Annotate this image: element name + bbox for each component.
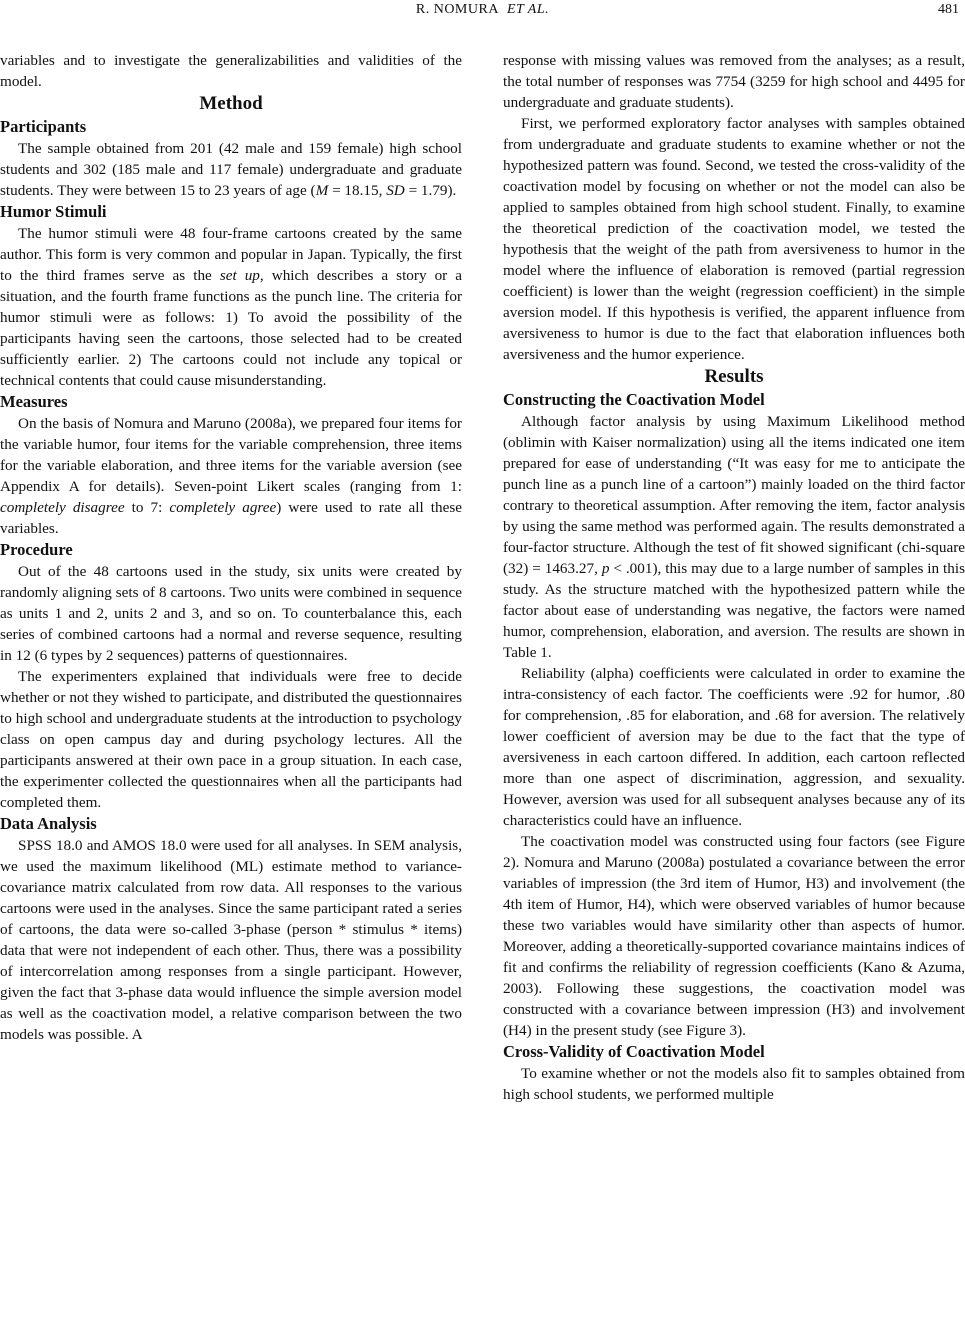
procedure-heading: Procedure [0,540,73,559]
method-heading: Method [199,93,263,114]
page-number: 481 [938,2,959,17]
right-column [503,50,965,1105]
participants-heading: Participants [0,117,87,136]
procedure-paragraph-1: Out of the 48 cartoons used in the study, six units were created by randomly aligning sets of 8 cartoons. Two units were combined in sequence as units 1 and 2, units 2 and 3, and so on. To counterbalance this, each series of combined cartoons had a normal and reverse sequence, resulting in 12 (6 types by 2 sequences) patterns of questionnaires. [0,563,462,664]
italic-sd: SD [386,182,405,199]
humor-stimuli-heading: Humor Stimuli [0,202,107,221]
measures-heading: Measures [0,392,68,411]
text-run: The humor stimuli were 48 four-frame cartoons created by the same author. This form is very common and popular in Japan. Typically, the first to the third frames serve as the [0,225,462,284]
right-continuation: response with missing values was removed from the analyses; as a result, the total number of responses was 7754 (3259 for high school and 4495 for undergraduate and graduate students). [503,52,965,111]
text-run: The sample obtained from 201 (42 male and 159 female) high school students and 302 (185 male and 117 female) undergraduate and graduate students. They were between 15 to 23 years of age ( [0,140,462,199]
left-column [0,50,462,1045]
text-run: = 18.15, [328,182,387,199]
data-analysis-paragraph: SPSS 18.0 and AMOS 18.0 were used for all analyses. In SEM analysis, we used the maximum likelihood (ML) estimate method to variance-covariance matrix calculated from row data. All responses to the various cartoons were used in the analyses. Since the same participant rated a series of cartoons, the data were so-called 3-phase (person * stimulus * items) data that were not independent of each other. Thus, there was a possibility of intercorrelation among responses from a single participant. However, given the fact that 3-phase data would influence the simple aversion model as well as the coactivation model, a relative comparison between the two models was possible. A [0,837,462,1043]
text-run: On the basis of Nomura and Maruno (2008a), we prepared four items for the variable humor, four items for the variable comprehension, three items for the variable elaboration, and three items for the variable aversion (see Appendix A for details). Seven-point Likert scales (ranging from 1: [0,415,462,495]
running-head-authors: R. NOMURA [415,2,499,17]
results-heading: Results [704,366,764,387]
cross-validity-paragraph: To examine whether or not the models also fit to samples obtained from high school students, we performed multiple [503,1065,965,1103]
text-run: = 1.79). [404,182,457,199]
text-run: , which describes a story or a situation, and the fourth frame functions as the punch line. The criteria for humor stimuli were as follows: 1) To avoid the possibility of the participants having seen the cartoons, those selected had to be created sufficiently earlier. 2) The cartoons could not include any topical or technical contents that could cause misunderstanding. [0,267,462,389]
humor-stimuli-paragraph [0,223,462,391]
italic-p: p [601,560,610,577]
running-head-etal: ET AL. [506,2,550,17]
text-run: to 7: [124,499,170,516]
italic-completely-disagree: completely disagree [0,499,125,516]
data-analysis-heading: Data Analysis [0,814,97,833]
italic-completely-agree: completely agree [169,499,277,516]
running-head [0,2,965,18]
text-run: < .001), this may due to a large number of samples in this study. As the structure matched with the hypothesized pattern while the factor about ease of understanding was negative, the factors were named humor, comprehension, elaboration, and aversion. The results are shown in Table 1. [503,560,965,661]
cross-validity-heading: Cross-Validity of Coactivation Model [503,1042,765,1061]
measures-paragraph [0,413,462,539]
text-run: Although factor analysis by using Maximum Likelihood method (oblimin with Kaiser normalization) using all the items indicated one item prepared for ease of understanding (“It was easy for me to anticipate the punch line as a punch line of a cartoon”) mainly loaded on the third factor contrary to theoretical assumption. After removing the item, factor analysis by using the same method was performed again. The results demonstrated a four-factor structure. Although the test of fit showed significant (chi-square (32) = 1463.27, [503,413,965,577]
page-header [0,0,965,26]
italic-m: M [315,182,329,199]
constructing-paragraph-1 [503,411,965,663]
participants-paragraph [0,138,462,201]
intro-continuation: variables and to investigate the generalizabilities and validities of the model. [0,52,462,90]
procedure-paragraph-2: The experimenters explained that individuals were free to decide whether or not they wished to participate, and distributed the questionnaires to high school and undergraduate students at the introduction to psychology class on open campus day and during psychology lectures. All the participants answered at their own pace in a group situation. In each case, the experimenter collected the questionnaires when all the participants had completed them. [0,668,462,811]
italic-set-up: set up [219,267,260,284]
constructing-paragraph-3: The coactivation model was constructed using four factors (see Figure 2). Nomura and Maruno (2008a) postulated a covariance between the error variables of impression (the 3rd item of Humor, H3) and involvement (the 4th item of Humor, H4), which were observed variables of humor because these two variables would have similarity other than aspects of humor. Moreover, adding a theoretically-supported covariance maintains indices of fit and confirms the reliability of regression coefficients (Kano & Azuma, 2003). Following these suggestions, the coactivation model was constructed with a covariance between impression (H3) and involvement (H4) in the present study (see Figure 3). [503,833,965,1039]
text-run: ) were used to rate all these variables. [0,499,462,537]
constructing-heading: Constructing the Coactivation Model [503,390,765,409]
analysis-plan-paragraph: First, we performed exploratory factor analyses with samples obtained from undergraduate and graduate students to examine whether or not the hypothesized pattern was found. Second, we tested the cross-validity of the coactivation model by focusing on whether or not the model can also be applied to samples obtained from high school student. Finally, to examine the theoretical prediction of the coactivation model, we tested the hypothesis that the weight of the path from aversiveness to humor in the model where the influence of elaboration is removed (partial regression coefficient) is lower than the weight (regression coefficient) in the simple aversion model. If this hypothesis is verified, the apparent influence from aversiveness to humor is due to the fact that elaboration influences both aversiveness and the humor experience. [503,115,965,363]
constructing-paragraph-2: Reliability (alpha) coefficients were calculated in order to examine the intra-consistency of each factor. The coefficients were .92 for humor, .80 for comprehension, .85 for elaboration, and .68 for aversion. The relatively lower coefficient of aversion may be due to the fact that the type of aversiveness in each cartoon differed. In addition, each cartoon reflected more than one aspect of discrimination, aggression, and sexuality. However, aversion was used for all subsequent analyses because any of its characteristics could have an influence. [503,665,965,829]
